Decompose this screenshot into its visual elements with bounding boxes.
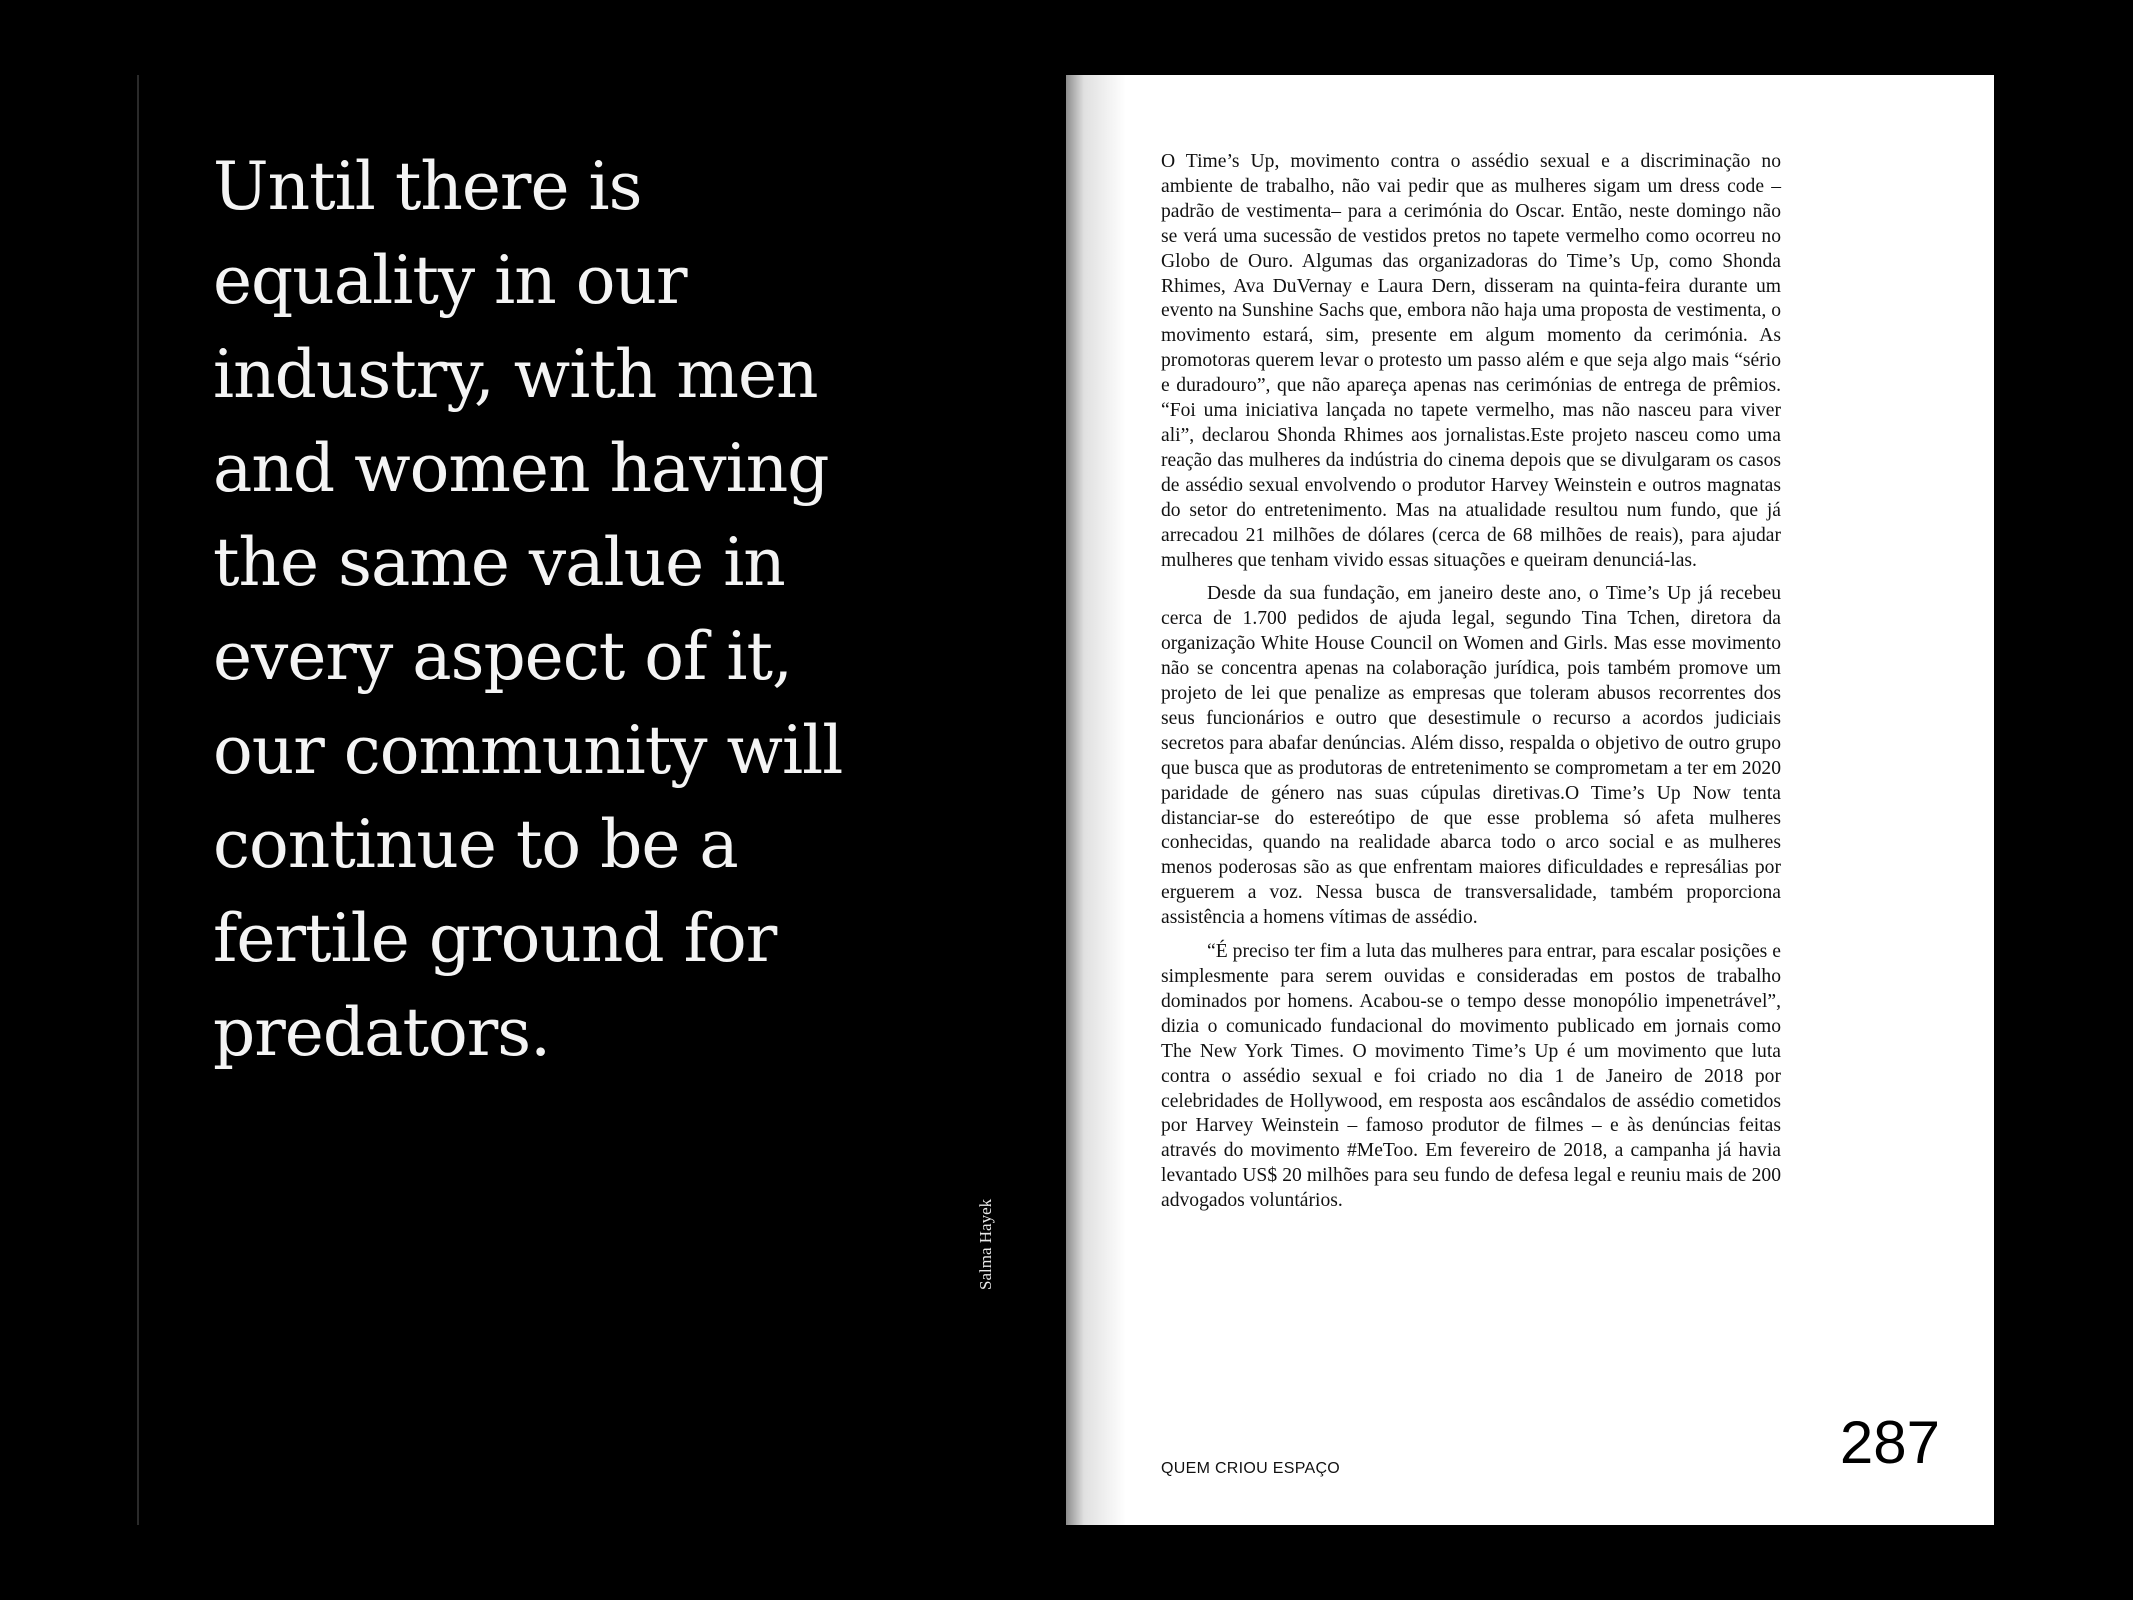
- quote-line: fertile ground for: [213, 900, 777, 977]
- quote-line: every aspect of it,: [213, 618, 792, 695]
- quote-line: Until there is: [213, 148, 642, 225]
- right-page: [1066, 75, 1994, 1525]
- quote-line: and women having: [213, 430, 829, 507]
- article-body: [1161, 150, 1781, 1223]
- quote-line: our community will: [213, 712, 843, 789]
- gutter-shadow: [1066, 75, 1126, 1525]
- page-number: 287: [1839, 1409, 1940, 1476]
- quote-line: industry, with men: [213, 336, 818, 413]
- page-edge-divider: [137, 75, 139, 1525]
- body-paragraph: “É preciso ter fim a luta das mulheres para entrar, para escalar posições e simplesmente para serem ouvidas e consideradas em postos de trabalho dominados por homens. Acabou-se o tempo desse monopólio impenetrável”, dizia o comunicado fundacional do movimento publicado em jornais como The New York Times. O movimento Time’s Up é um movimento que luta contra o assédio sexual e foi criado no dia 1 de Janeiro de 2018 por celebridades de Hollywood, em resposta aos escândalos de assédio cometidos por Harvey Weinstein – famoso produtor de filmes – e às denúncias feitas através do movimento #MeToo. Em fevereiro de 2018, a campanha já havia levantado US$ 20 milhões para seu fundo de defesa legal e reuniu mais de 200 advogados voluntários.: [1161, 941, 1781, 1212]
- quote-line: continue to be a: [213, 806, 738, 883]
- pull-quote: [213, 140, 893, 1080]
- quote-attribution: Salma Hayek: [976, 1198, 995, 1290]
- left-page: [0, 0, 1066, 1600]
- quote-line: predators.: [213, 994, 551, 1071]
- body-paragraph: O Time’s Up, movimento contra o assédio sexual e a discriminação no ambiente de trabalho, não vai pedir que as mulheres sigam um dress code –padrão de vestimenta– para a cerimónia do Oscar. Então, neste domingo não se verá uma sucessão de vestidos pretos no tapete vermelho como ocorreu no Globo de Ouro. Algumas das organizadoras do Time’s Up, como Shonda Rhimes, Ava DuVernay e Laura Dern, disseram na quinta-feira durante um evento na Sunshine Sachs que, embora não haja uma proposta de vestimenta, o movimento estará, sim, presente em algum momento da cerimónia. As promotoras querem levar o protesto um passo além e que seja algo mais “sério e duradouro”, que não apareça apenas nas cerimónias de entrega de prêmios. “Foi uma iniciativa lançada no tapete vermelho, mas não nasceu para viver ali”, declarou Shonda Rhimes aos jornalistas.Este projeto nasceu como uma reação das mulheres da indústria do cinema depois que se divulgaram os casos de assédio sexual envolvendo o produtor Harvey Weinstein e outros magnatas do setor do entretenimento. Mas na atualidade resultou num fundo, que já arrecadou 21 milhões de dólares (cerca de 68 milhões de reais), para ajudar mulheres que tenham vivido essas situações e queiram denunciá-las.: [1161, 151, 1781, 571]
- running-footer: QUEM CRIOU ESPAÇO: [1161, 1460, 1341, 1477]
- body-paragraph: Desde da sua fundação, em janeiro deste ano, o Time’s Up já recebeu cerca de 1.700 pedidos de ajuda legal, segundo Tina Tchen, diretora da organização White House Council on Women and Girls. Mas esse movimento não se concentra apenas na colaboração jurídica, pois também promove um projeto de lei que penalize as empresas que toleram abusos recorrentes dos seus funcionários e outro que desestimule o recurso a acordos judiciais secretos para abafar denúncias. Além disso, respalda o objetivo de outro grupo que busca que as produtoras de entretenimento se comprometam a ter em 2020 paridade de género nas suas cúpulas diretivas.O Time’s Up Now tenta distanciar-se do estereótipo de que esse problema só afeta mulheres conhecidas, quando na realidade abarca todo o arco social e as mulheres menos poderosas são as que enfrentam maiores dificuldades e represálias por erguerem a voz. Nessa busca de transversalidade, também proporciona assistência a homens vítimas de assédio.: [1161, 583, 1781, 929]
- quote-line: equality in our: [213, 242, 687, 319]
- quote-line: the same value in: [213, 524, 785, 601]
